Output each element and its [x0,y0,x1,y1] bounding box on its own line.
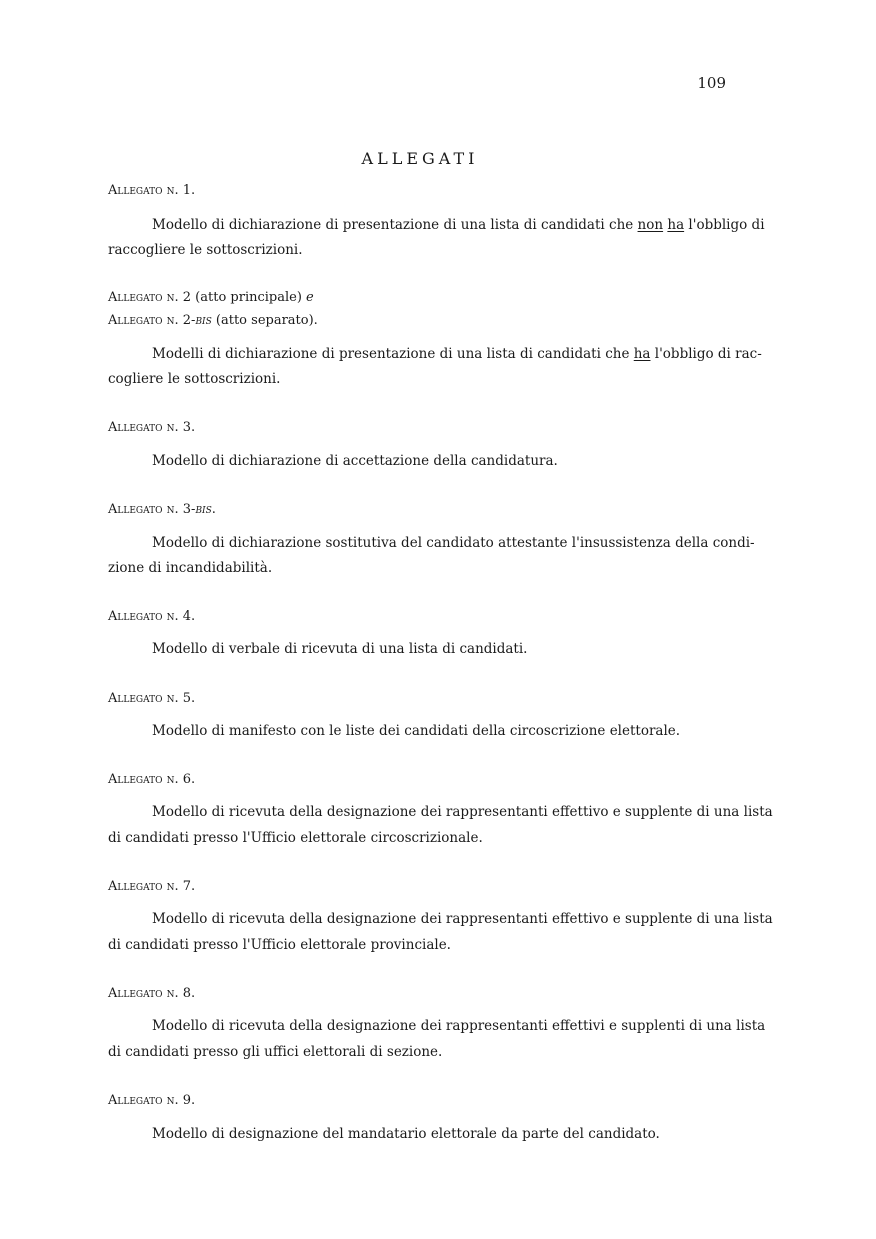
allegato-4-heading: Allegato n. 4. [108,609,196,624]
allegato-5-heading: Allegato n. 5. [108,691,196,706]
allegato-1-heading: Allegato n. 1. [108,183,196,198]
allegato-7-heading: Allegato n. 7. [108,879,196,894]
heading-note: (atto principale) [191,290,307,305]
underlined-word: ha [667,217,685,233]
heading-conj: e [306,290,314,305]
allegato-3-heading: Allegato n. 3. [108,420,196,435]
allegato-1-description [152,215,765,235]
allegato-9-heading: Allegato n. 9. [108,1093,196,1108]
allegato-7-description-cont: di candidati presso l'Ufficio elettorale provinciale. [108,937,451,953]
allegato-8-description: Modello di ricevuta della designazione dei rappresentanti effettivi e supplenti di una lista [152,1018,766,1034]
underlined-word: non [637,217,664,233]
allegato-1-description-cont: raccogliere le sottoscrizioni. [108,242,303,258]
heading-end: . [211,502,216,517]
text: l'obbligo di rac- [650,346,762,362]
allegato-5-description: Modello di manifesto con le liste dei candidati della circoscrizione elettorale. [152,723,681,739]
allegato-3bis-description-cont: zione di incandidabilità. [108,560,273,576]
allegato-6-description-cont: di candidati presso l'Ufficio elettorale circoscrizionale. [108,830,483,846]
allegato-7-description: Modello di ricevuta della designazione dei rappresentanti effettivo e supplente di una lista [152,911,773,927]
heading-bis: bis [195,502,212,517]
allegato-2-description-cont: cogliere le sottoscrizioni. [108,371,281,387]
allegato-2-description [152,344,762,364]
underlined-word: ha [633,346,651,362]
page-title: ALLEGATI [361,149,479,168]
allegato-3bis-description: Modello di dichiarazione sostitutiva del candidato attestante l'insussistenza della condi- [152,535,755,551]
allegato-3-description: Modello di dichiarazione di accettazione della candidatura. [152,453,558,469]
allegato-9-description: Modello di designazione del mandatario elettorale da parte del candidato. [152,1126,660,1142]
text: l'obbligo di [684,217,765,233]
allegato-6-heading: Allegato n. 6. [108,772,196,787]
heading-label: Allegato n. 2 [108,290,192,305]
allegato-2-heading [108,288,314,308]
heading-bis: bis [195,313,212,328]
heading-note: (atto separato). [211,313,318,328]
allegato-3bis-heading [108,500,216,520]
heading-label: Allegato n. 3- [108,502,196,517]
heading-label: Allegato n. 2- [108,313,196,328]
page-number: 109 [697,74,726,92]
text: Modello di dichiarazione di presentazione di una lista di candidati che [152,217,638,233]
allegato-4-description: Modello di verbale di ricevuta di una lista di candidati. [152,641,528,657]
text: Modelli di dichiarazione di presentazione di una lista di candidati che [152,346,634,362]
allegato-6-description: Modello di ricevuta della designazione dei rappresentanti effettivo e supplente di una lista [152,804,773,820]
allegato-8-description-cont: di candidati presso gli uffici elettorali di sezione. [108,1044,443,1060]
allegato-2bis-heading [108,311,318,331]
allegato-8-heading: Allegato n. 8. [108,986,196,1001]
